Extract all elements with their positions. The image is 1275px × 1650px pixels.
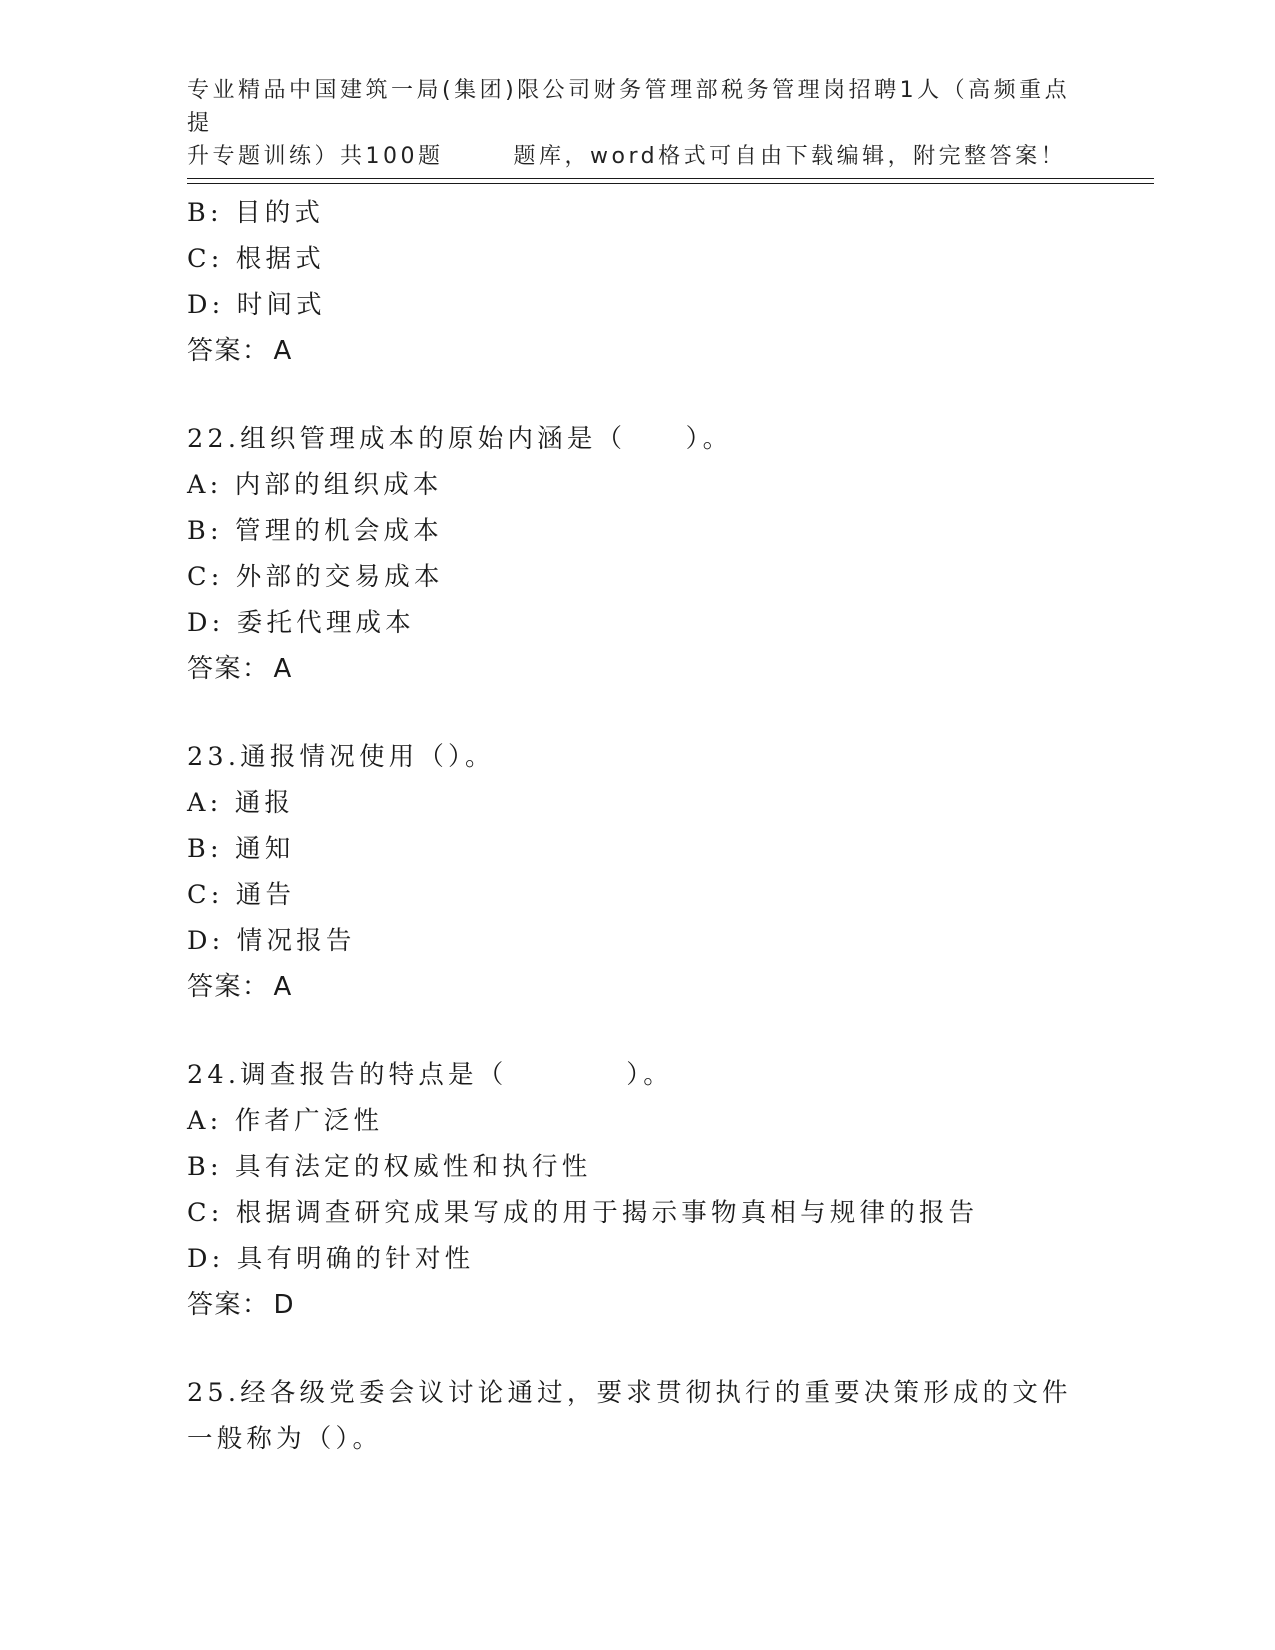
option-d: D: 情况报告 bbox=[187, 926, 356, 956]
question-text: 24.调查报告的特点是（ ）。 bbox=[187, 1060, 673, 1090]
answer-value: A bbox=[273, 972, 293, 1002]
option-b: B: 具有法定的权威性和执行性 bbox=[187, 1152, 592, 1182]
option-d: D: 时间式 bbox=[187, 290, 326, 320]
header-line-1: 专业精品中国建筑一局(集团)限公司财务管理部税务管理岗招聘1人（高频重点提 bbox=[187, 78, 1071, 136]
question-block-23 bbox=[187, 734, 1087, 1010]
header-divider-top bbox=[187, 178, 1154, 179]
page-header bbox=[187, 74, 1087, 173]
answer-label: 答案： bbox=[187, 336, 270, 366]
option-a: A: 作者广泛性 bbox=[187, 1106, 384, 1136]
answer-line bbox=[187, 964, 1087, 1010]
question-block-25 bbox=[187, 1370, 1087, 1462]
header-line-2 bbox=[187, 140, 1087, 173]
answer-line bbox=[187, 646, 1087, 692]
answer-value: A bbox=[273, 654, 293, 684]
answer-value: D bbox=[273, 1290, 296, 1320]
option-a: A: 通报 bbox=[187, 788, 295, 818]
question-text: 22.组织管理成本的原始内涵是（ ）。 bbox=[187, 424, 733, 454]
option-b: B: 管理的机会成本 bbox=[187, 516, 443, 546]
header-line-2-left: 升专题训练）共100题 bbox=[187, 144, 444, 169]
option-c: C: 通告 bbox=[187, 880, 296, 910]
header-line-2-right: 题库，word格式可自由下载编辑，附完整答案！ bbox=[513, 144, 1067, 169]
option-a: A: 内部的组织成本 bbox=[187, 470, 443, 500]
option-b: B: 通知 bbox=[187, 834, 295, 864]
answer-line bbox=[187, 328, 1087, 374]
answer-label: 答案： bbox=[187, 1290, 270, 1320]
question-block-24 bbox=[187, 1052, 1087, 1328]
question-block-21-continued bbox=[187, 190, 1087, 374]
question-list bbox=[187, 190, 1087, 1462]
question-block-22 bbox=[187, 416, 1087, 692]
option-c: C: 根据式 bbox=[187, 244, 325, 274]
answer-label: 答案： bbox=[187, 972, 270, 1002]
question-text: 23.通报情况使用（）。 bbox=[187, 742, 495, 772]
question-text: 25.经各级党委会议讨论通过，要求贯彻执行的重要决策形成的文件一般称为（）。 bbox=[187, 1378, 1072, 1454]
option-b: B: 目的式 bbox=[187, 198, 325, 228]
option-c: C: 根据调查研究成果写成的用于揭示事物真相与规律的报告 bbox=[187, 1198, 979, 1228]
option-d: D: 具有明确的针对性 bbox=[187, 1244, 475, 1274]
answer-line bbox=[187, 1282, 1087, 1328]
answer-label: 答案： bbox=[187, 654, 270, 684]
header-divider-bottom bbox=[187, 183, 1154, 184]
answer-value: A bbox=[273, 336, 293, 366]
option-d: D: 委托代理成本 bbox=[187, 608, 415, 638]
option-c: C: 外部的交易成本 bbox=[187, 562, 444, 592]
